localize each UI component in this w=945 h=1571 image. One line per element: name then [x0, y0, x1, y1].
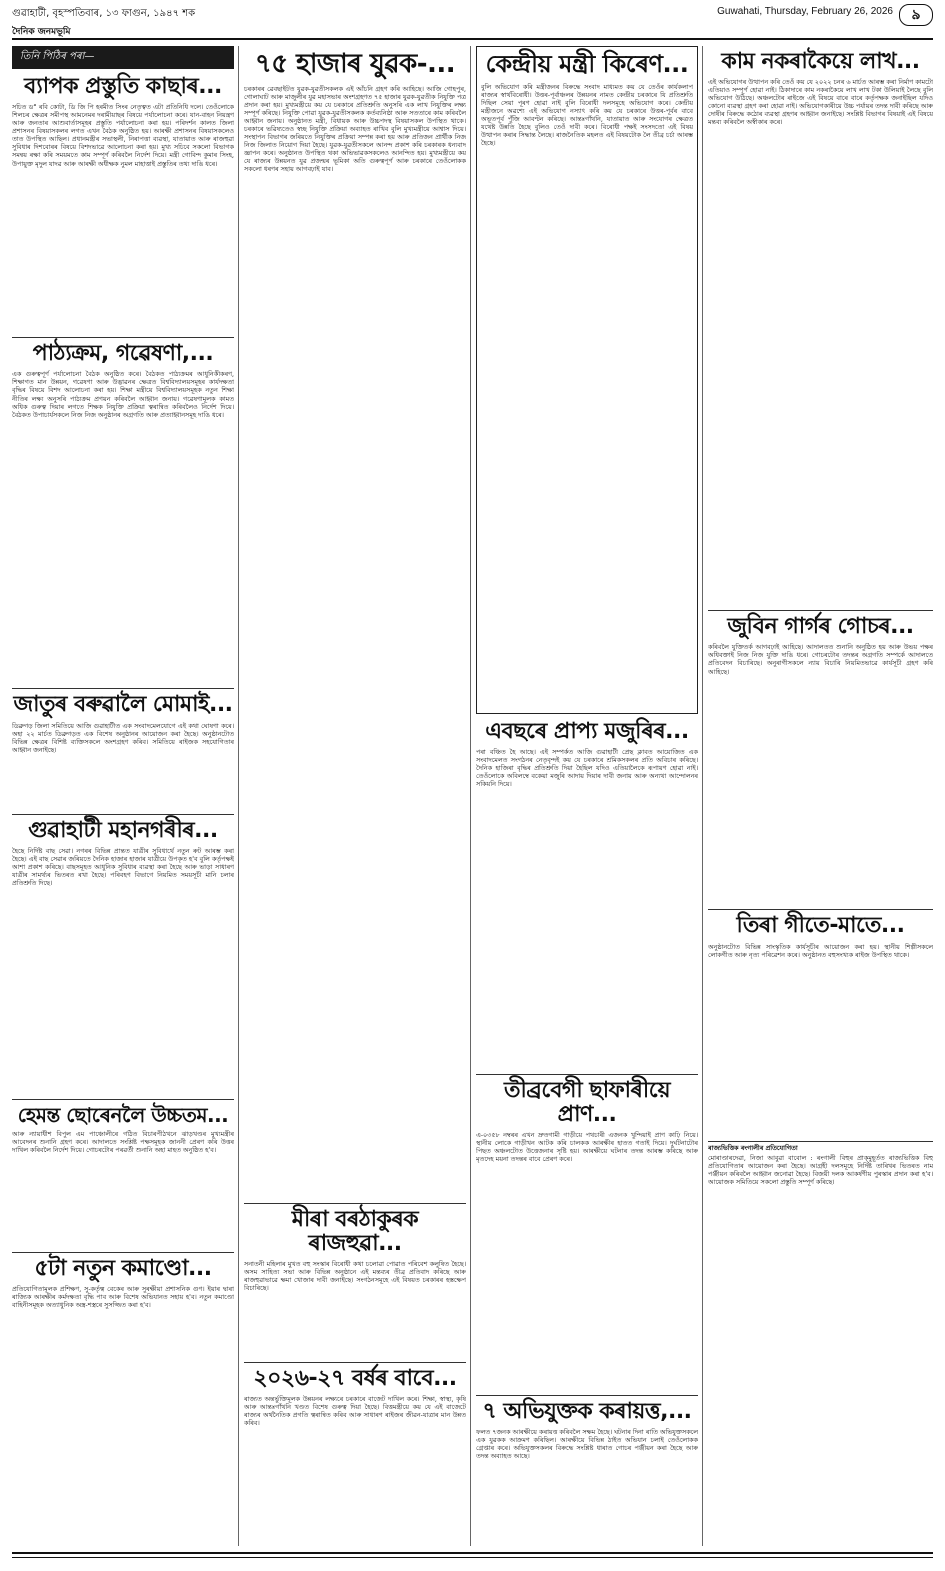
page-header	[12, 4, 933, 23]
article-7-accused-body: ফলত ৭জনক আৰক্ষীয়ে কৰায়ত্ত কৰিবলৈ সক্ষম হৈছে। ঘটনাৰ দিনা ৰাতি অভিযুক্তসকলে এক যুৱকক আক্ৰমণ কৰিছিল। আৰক্ষীয়ে বিভিন্ন ঠাইত অভিযান চলাই তেওঁলোকক গ্ৰেপ্তাৰ কৰে। অভিযুক্তসকলৰ বিৰুদ্ধে সংশ্লিষ্ট ধাৰাত গোচৰ পঞ্জীয়ন কৰা হৈছে আৰু তদন্ত অব্যাহত আছে।	[476, 1428, 698, 1461]
header-date-assamese: গুৱাহাটী, বৃহস্পতিবাৰ, ১৩ ফাগুন, ১৯৪৭ শক	[12, 8, 196, 19]
article-mira-borthakur-body: সনাতনী মহিলাৰ মুখত বহু সংস্কাৰ বিৰোধী কথা চলোৱা পোৱাত পৰিবেশ কলুষিত হৈছে। অসম সাহিত্য সভা আৰু বিভিন্ন অনুষ্ঠানে এই মন্তব্যৰ তীব্ৰ প্ৰতিবাদ কৰিছে আৰু ৰাজহুৱাভাৱে ক্ষমা খোজাৰ দাবী জনাইছে। সংগঠনসমূহে এই বিষয়ত চৰকাৰৰ হস্তক্ষেপ বিচাৰিছে।	[244, 1259, 466, 1293]
header-date-english: Guwahati, Thursday, February 26, 2026	[717, 6, 893, 17]
section-kicker: তিনি পিঠিৰ পৰা—	[12, 46, 234, 69]
article-hemant-soren-body: আৰু ন্যায়াধীশ বিপুল এম পাঞ্চোলীৰে গঠিত বিচাৰপীঠখনে ঝাড়খণ্ডৰ মুখ্যমন্ত্ৰীৰ আবেদনৰ শুনানি গ্ৰহণ কৰে। আদালতে সংশ্লিষ্ট পক্ষসমূহক জাননী প্ৰেৰণ কৰি উত্তৰ দাখিল কৰিবলৈ নিৰ্দেশ দিয়ে। গোচৰটোৰ পৰৱৰ্তী শুনানি অহা মাহত অনুষ্ঠিত হ'ব।	[12, 1129, 234, 1154]
headline-curriculum: পাঠ্যক্ৰম, গৱেষণা,...	[32, 341, 214, 367]
headline-hemant-soren: হেমন্ত ছোৰেনলৈ উচ্চতম...	[17, 1102, 229, 1127]
article-preparation-body: সচিত ড° ৰবি কোটা, ডি জি পি হৰমীত সিংৰ নেতৃত্বত এটা প্ৰতিনিধি দলে। তেওঁলোকে শিলচৰ ক্ষেত্ৰৰ সমীপস্থ আমনেমৰ দৰামীয়াছৰ বিষয়ে পৰ্যালোচনা কৰে। যান-বাহন নিয়ন্ত্ৰণ আৰু জনতাৰ আশুবাৰ্তাসমূহৰ প্ৰস্তুতি পৰ্যালোচনা কৰা হয়। পৰিদৰ্শন কালত জিলা প্ৰশাসনৰ বিষয়াসকলৰ লগত এখন বৈঠক অনুষ্ঠিত হয়। আৰক্ষী প্ৰশাসনৰ বিষয়াসকলেও তাত উপস্থিত আছিল। প্ৰধানমন্ত্ৰীৰ সভাস্থলী, নিৰাপত্তা ব্যৱস্থা, যাতায়াত আৰু ৰাজহুৱা সুবিধাৰ দিশবোৰৰ বিষয়ে বিশদভাৱে আলোচনা কৰা হয়। মুখ্য সচিবে সকলো বিভাগক সমন্বয় ৰক্ষা কৰি সময়মতে কাম সম্পূৰ্ণ কৰিবলৈ নিৰ্দেশ দিয়ে। মন্ত্ৰী গোবিন্দ কুমাৰ সিংহ, উপায়ুক্ত মৃদুল যাদৱ আৰু আৰক্ষী অধীক্ষক নুমল মাহাত্তাই প্ৰস্তুতিৰ তথ্য দাঙি ধৰে।	[12, 103, 234, 168]
headline-zubeen-garg-case: জুবিন গাৰ্গৰ গোচৰ...	[727, 614, 914, 640]
page-number: ৯	[899, 4, 933, 26]
article-lakhs-body: এই অভিযোগৰ উত্থাপন কৰি তেওঁ কয় যে ২০২২ চনৰ ৬ মাৰ্চত আৰম্ভ কৰা নিৰ্মাণ কামটো এতিয়াও সম্পূৰ্ণ হোৱা নাই। ঠিকাদাৰে কাম নকৰাকৈয়ে লাখ লাখ টকা উলিয়াই লৈছে বুলি অভিযোগ উঠিছে। অঞ্চলটোৰ ৰাইজে এই বিষয়ে বাৰে বাৰে কৰ্তৃপক্ষক জনাইছিল যদিও কোনো ব্যৱস্থা গ্ৰহণ কৰা হোৱা নাই। অভিযোগকাৰীয়ে উচ্চ পৰ্যায়ৰ তদন্ত দাবী কৰিছে আৰু দোষীৰ বিৰুদ্ধে কঠোৰ ব্যৱস্থা গ্ৰহণৰ আহ্বান জনাইছে। সংশ্লিষ্ট বিভাগৰ বিষয়াই এই বিষয়ে মন্তব্য কৰিবলৈ অস্বীকাৰ কৰে।	[708, 78, 933, 127]
article-curriculum-body: এক গুৰুত্বপূৰ্ণ পৰ্যালোচনা বৈঠক অনুষ্ঠিত কৰে। বৈঠকত পাঠ্যক্ৰমৰ আধুনিকীকৰণ, শিক্ষাগত মান উন্নয়ন, গৱেষণা আৰু উদ্ভাৱনৰ ক্ষেত্ৰত বিশ্ববিদ্যালয়সমূহৰ কাৰ্যদক্ষতা বৃদ্ধিৰ বিষয়ে বিশদ আলোচনা কৰা হয়। শিক্ষা মন্ত্ৰীয়ে বিশ্ববিদ্যালয়সমূহক নতুন শিক্ষা নীতিৰ লক্ষ্য অনুসৰি পাঠ্যক্ৰম প্ৰণয়ন কৰিবলৈ আহ্বান জনায়। গৱেষণামূলক কামত অধিক গুৰুত্ব দিয়াৰ লগতে শিক্ষক নিযুক্তি প্ৰক্ৰিয়া ত্বৰান্বিত কৰিবলৈও নিৰ্দেশ দিয়ে। বৈঠকত উপাচাৰ্যসকলে নিজ নিজ অনুষ্ঠানৰ অগ্ৰগতি আৰু প্ৰত্যাহ্বানসমূহ দাঙি ধৰে।	[12, 370, 234, 419]
masthead: দৈনিক জনমভূমি	[12, 27, 71, 37]
headline-guwahati-city: গুৱাহাটী মহানগৰীৰ...	[28, 817, 218, 843]
column-4	[708, 46, 933, 1546]
headline-speeding-safari: তীব্ৰবেগী ছাফাৰীয়ে প্ৰাণ...	[503, 1077, 671, 1127]
article-budget-body: ৰাজ্যত অন্তৰ্ভুক্তিমূলক উন্নয়নৰ লক্ষ্যৰে চৰকাৰে বাজেট দাখিল কৰে। শিক্ষা, স্বাস্থ্য, কৃষি আৰু আন্তঃগাঁথনি খণ্ডত বিশেষ গুৰুত্ব দিয়া হৈছে। বিত্তমন্ত্ৰীয়ে কয় যে এই বাজেটে ৰাজ্যৰ অৰ্থনৈতিক প্ৰগতি ত্বৰান্বিত কৰিব আৰু সাধাৰণ ৰাইজৰ জীৱন-যাত্ৰাৰ মান উন্নত কৰিব।	[244, 1395, 466, 1428]
article-speeding-safari-body: এ-০৩৫৮ নম্বৰৰ এখন দ্ৰুতগামী গাড়ীয়ে পথচাৰী এজনক খুন্দিয়াই প্ৰাণ কাঢ়ি নিয়ে। স্থানীয় লোকে গাড়ীখন আটক কৰি চালকক আৰক্ষীৰ হাতত গতাই দিয়ে। দুৰ্ঘটনাটোৰ পিছত অঞ্চলটোত উত্তেজনাৰ সৃষ্টি হয়। আৰক্ষীয়ে ঘটনাৰ তদন্ত আৰম্ভ কৰিছে আৰু মৃতদেহ ময়না তদন্তৰ বাবে প্ৰেৰণ কৰে।	[476, 1131, 698, 1164]
headline-preparation: ব্যাপক প্ৰস্তুতি কাছাৰ...	[24, 74, 222, 99]
header-rule	[12, 38, 933, 40]
article-guwahati-city-body: হৈছে নিৰ্দিষ্ট বাছ সেৱা। নগৰৰ বিভিন্ন প্ৰান্তত যাত্ৰীৰ সুবিধাৰ্থে নতুন ৰুট আৰম্ভ কৰা হৈছে। এই বাছ সেৱাৰ জৰিয়তে দৈনিক হাজাৰ হাজাৰ যাত্ৰীয়ে উপকৃত হ'ব বুলি কৰ্তৃপক্ষই আশা প্ৰকাশ কৰিছে। বাছসমূহত আধুনিক সুবিধাৰ ব্যৱস্থা কৰা হৈছে আৰু ভাড়া সাধাৰণ যাত্ৰীৰ সামৰ্থ্যৰ ভিতৰত ৰখা হৈছে। পৰিবহণ বিভাগে নিয়মিত সময়সূচী মানি চলাৰ প্ৰতিশ্ৰুতি দিছে।	[12, 846, 234, 887]
article-rongali-body: মোৰাণ্ডাৰদেৱা, নিজা আবুৱা বাবোল : ৰংগালী বিহুৰ প্ৰাক্‌মুহূৰ্তত ৰাজ্যভিত্তিক বিহু প্ৰতিযোগিতাৰ আয়োজন কৰা হৈছে। আগ্ৰহী দলসমূহে নিৰ্দিষ্ট তাৰিখৰ ভিতৰত নাম পঞ্জীয়ন কৰিবলৈ আহ্বান জনোৱা হৈছে। বিজয়ী দলক আকৰ্ষণীয় পুৰস্কাৰ প্ৰদান কৰা হ'ব। আয়োজক সমিতিয়ে সকলো প্ৰস্তুতি সম্পূৰ্ণ কৰিছে।	[708, 1153, 933, 1186]
headline-rongali-competition: ৰাজ্যভিত্তিক ৰংগালীৰ প্ৰতিযোগিতা	[708, 1143, 798, 1152]
article-zubeen-garg-body: কৰিবলৈ যুক্তিতৰ্ক আগবঢ়াই আহিছে। আদালতত শুনানি অনুষ্ঠিত হয় আৰু উভয় পক্ষৰ অধিবক্তাই নিজ নিজ যুক্তি দাঙি ধৰে। গোচৰটোৰ তদন্তৰ অগ্ৰগতি সম্পৰ্কে আদালতে প্ৰতিবেদন বিচাৰিছে। অনুৰাগীসকলে ন্যায় বিচাৰি নিয়মিতভাৱে কাৰ্যসূচী গ্ৰহণ কৰি আহিছে।	[708, 643, 933, 676]
headline-budget-2026-27: ২০২৬-২৭ বৰ্ষৰ বাবে...	[253, 1365, 457, 1391]
headline-jatu-baruah: জাতুৰ বৰুৱালৈ মোমাই...	[13, 692, 233, 718]
article-commando-body: প্ৰতিযোগিতামূলক প্ৰশিক্ষণ, সু-কৰ্তৃত্ব বেকেৰ আৰু সুৰক্ষীয়া প্ৰশাসনিক গুণ। ইয়াৰ দ্বাৰা ৰাজ্যিক আৰক্ষীৰ কৰ্মদক্ষতা বৃদ্ধি পাব আৰু বিশেষ অভিযানত সহায় হ'ব। নতুন কমাণ্ডো বাহিনীসমূহক অত্যাধুনিক অস্ত্ৰ-শস্ত্ৰৰে সুসজ্জিত কৰা হ'ব।	[12, 1284, 234, 1310]
article-wages-body: পৰা বঞ্চিত হৈ আছে। এই সম্পৰ্কত আজি গুৱাহাটী প্ৰেছ ক্লাবত আয়োজিত এক সংবাদমেলত সংগঠনৰ নেতৃবৃন্দই কয় যে চৰকাৰে শ্ৰমিকসকলৰ প্ৰতি অবিচাৰ কৰিছে। দৈনিক হাজিৰা বৃদ্ধিৰ প্ৰতিশ্ৰুতি দিয়া হৈছিল যদিও এতিয়ালৈকে ৰূপায়ণ হোৱা নাই। তেওঁলোকে অবিলম্বে বকেয়া মজুৰি আদায় দিয়াৰ দাবী জনায় আৰু অন্যথা আন্দোলনৰ সকিয়নি দিয়ে।	[476, 747, 698, 788]
column-divider	[470, 46, 471, 1546]
column-2	[244, 46, 466, 1546]
headline-7-accused: ৭ অভিযুক্তক কৰায়ত্ত,...	[482, 1399, 692, 1425]
footer-rule	[12, 1552, 933, 1554]
article-75-thousand-body: চৰকাৰৰ ৱেবছাইটত যুৱক-যুৱতীসকলক এই আঁচনি গ্ৰহণ কৰি আহিছে। আজি গোহপুৰ, গোলাঘাট আৰু মাজুলীৰ যুৱ মহাসভাৰ অংশগ্ৰহণত ৭৫ হাজাৰ যুৱক-যুৱতীক নিযুক্তি পত্ৰ প্ৰদান কৰা হয়। মুখ্যমন্ত্ৰীয়ে কয় যে চৰকাৰে প্ৰতিশ্ৰুতি অনুসৰি এক লাখ নিযুক্তিৰ লক্ষ্য সম্পূৰ্ণ কৰিছে। নিযুক্তি পোৱা যুৱক-যুৱতীসকলক কৰ্তব্যনিষ্ঠা আৰু সততাৰে কাম কৰিবলৈ আহ্বান জনায়। অনুষ্ঠানত মন্ত্ৰী, বিধায়ক আৰু উচ্চপদস্থ বিষয়াসকল উপস্থিত থাকে। চৰকাৰে ভৱিষ্যতেও স্বচ্ছ নিযুক্তি প্ৰক্ৰিয়া অব্যাহত ৰাখিব বুলি মুখ্যমন্ত্ৰীয়ে আশ্বাস দিয়ে। সংস্থাপন বিভাগৰ জৰিয়তে নিযুক্তিৰ প্ৰক্ৰিয়া সম্পন্ন কৰা হয় আৰু প্ৰতিজন প্ৰাৰ্থীক নিজ নিজ জিলাত নিয়োগ দিয়া হৈছে। যুৱক-যুৱতীসকলে আনন্দ প্ৰকাশ কৰি চৰকাৰক ধন্যবাদ জ্ঞাপন কৰে। অনুষ্ঠানত উপস্থিত থকা অভিভাৱকসকলেও আনন্দিত হয়। মুখ্যমন্ত্ৰীয়ে কয় যে ৰাজ্যৰ উন্নয়নত যুৱ প্ৰজন্মৰ ভূমিকা অতি গুৰুত্বপূৰ্ণ আৰু চৰকাৰে তেওঁলোকক সকলো ধৰণৰ সহায় আগবঢ়াই যাব।	[244, 84, 466, 174]
column-divider	[238, 46, 239, 1546]
article-jatu-baruah-body: ডিব্ৰুগড় জিলা সমিতিয়ে আজি গুৱাহাটীত এক সংবাদমেলযোগে এই কথা ঘোষণা কৰে। অহা ২২ মাৰ্চত ডিব্ৰুগড়ত এক বিশেষ অনুষ্ঠানৰ আয়োজন কৰা হৈছে। অনুষ্ঠানটোত বিভিন্ন ক্ষেত্ৰৰ বিশিষ্ট ব্যক্তিসকলে অংশগ্ৰহণ কৰিব। সমিতিয়ে ৰাইজক সহযোগিতাৰ আহ্বান জনাইছে।	[12, 721, 234, 754]
headline-commando: ৫টা নতুন কমাণ্ডো...	[34, 1255, 212, 1281]
headline-tira-songs: তিৰা গীতে-মাতে...	[736, 913, 905, 939]
column-1	[12, 46, 234, 1546]
column-divider	[702, 46, 703, 1546]
footer-rule-thin	[12, 1557, 933, 1558]
headline-mira-borthakur: মীৰা বৰঠাকুৰক ৰাজহুৱা...	[291, 1206, 419, 1256]
central-minister-box	[476, 46, 698, 714]
headline-lakhs-without-work: কাম নকৰাকৈয়ে লাখ...	[721, 49, 920, 74]
article-tira-songs-body: অনুষ্ঠানটোত বিভিন্ন সাংস্কৃতিক কাৰ্যসূচীৰ আয়োজন কৰা হয়। স্থানীয় শিল্পীসকলে লোকগীত আৰু নৃত্য পৰিৱেশন কৰে। অনুষ্ঠানত বহুসংখ্যক ৰাইজ উপস্থিত থাকে।	[708, 942, 933, 959]
column-3	[476, 46, 698, 1546]
headline-central-minister: কেন্দ্ৰীয় মন্ত্ৰী কিৰেণ...	[485, 50, 689, 78]
headline-wages: এবছৰে প্ৰাপ্য মজুৰিৰ...	[485, 718, 689, 744]
headline-75-thousand-youths: ৭৫ হাজাৰ যুৱক-...	[254, 49, 456, 79]
article-central-minister-body: বুলি অভিযোগ কৰি মন্ত্ৰীজনৰ বিৰুদ্ধে সংবাদ মাধ্যমত কয় যে তেওঁৰ কাৰ্যকলাপ ৰাজ্যৰ স্বাৰ্থবিৰোধী। উত্তৰ-পূৰ্বাঞ্চলৰ উন্নয়নৰ নামত কেন্দ্ৰীয় চৰকাৰে যি প্ৰতিশ্ৰুতি দিছিল সেয়া পূৰণ হোৱা নাই বুলি বিৰোধী দলসমূহে অভিযোগ কৰে। কেন্দ্ৰীয় মন্ত্ৰীজনে অৱশ্যে এই অভিযোগ নস্যাৎ কৰি কয় যে চৰকাৰে উত্তৰ-পূৰ্বৰ বাবে অভূতপূৰ্ব পুঁজি আবণ্টন কৰিছে। আন্তঃগাঁথনি, যাতায়াত আৰু সংযোগৰ ক্ষেত্ৰত যথেষ্ট উন্নতি হৈছে বুলিও তেওঁ দাবী কৰে। বিৰোধী পক্ষই সংসদতো এই বিষয় উত্থাপন কৰাৰ সিদ্ধান্ত লৈছে। ৰাজনৈতিক মহলত এই বিষয়টোক লৈ তীব্ৰ চৰ্চা আৰম্ভ হৈছে।	[481, 82, 693, 147]
